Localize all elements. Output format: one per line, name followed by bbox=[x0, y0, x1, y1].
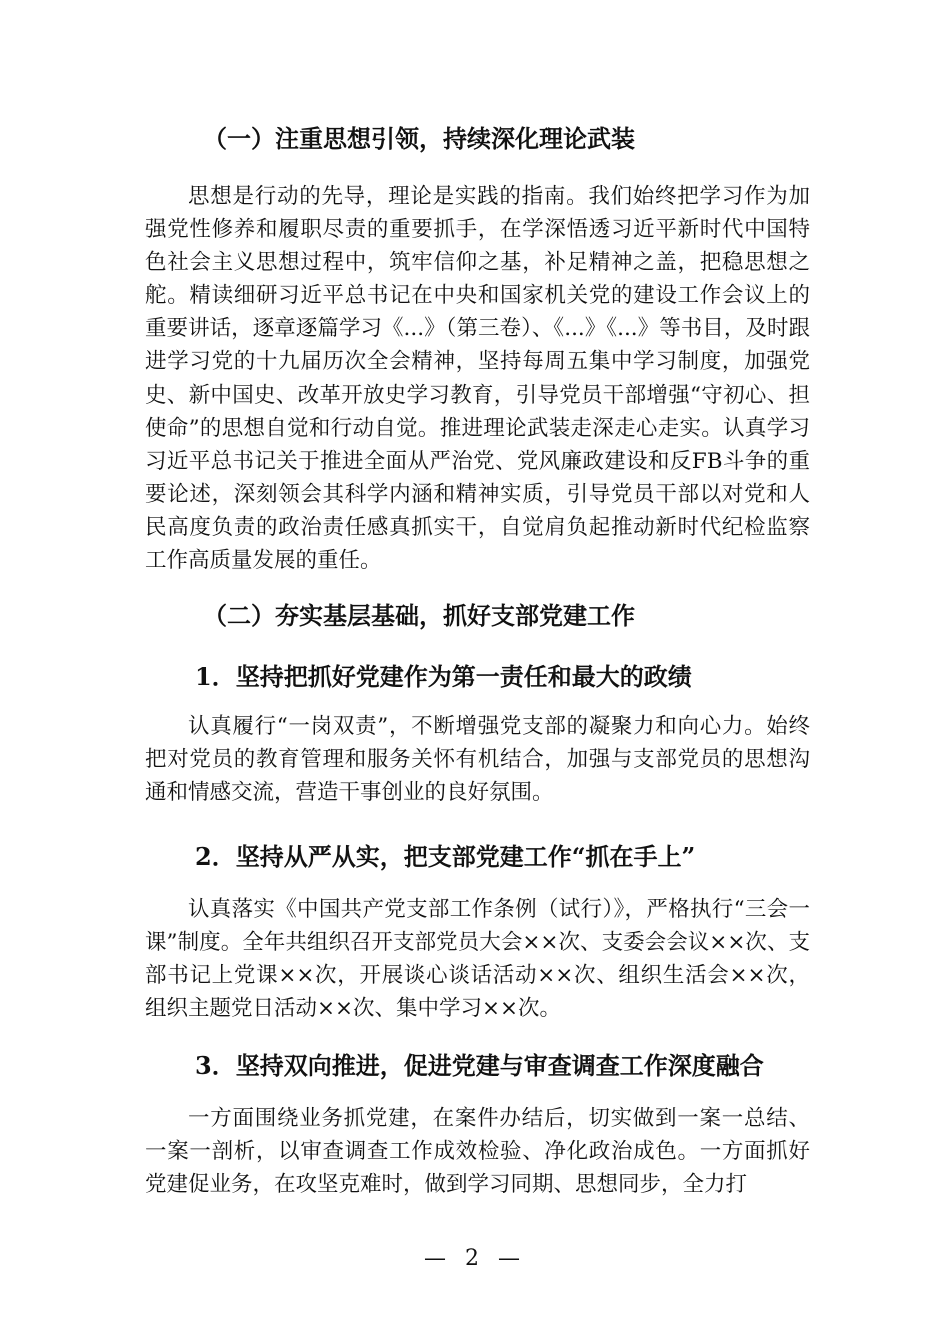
page-number: — 2 — bbox=[424, 1246, 526, 1271]
subsection-2-paragraph: 认真落实《中国共产党支部工作条例（试行）》，严格执行“三会一课”制度。全年共组织召开支部党员大会××次、支委会会议××次、支部书记上党课××次，开展谈心谈话活动××次、组织生活会××次，组织主题党日活动××次、集中学习××次。 bbox=[145, 897, 810, 1022]
subsection-heading-2: 2．坚持从严从实，把支部党建工作“抓在手上” bbox=[195, 842, 696, 871]
subsection-heading-3: 3．坚持双向推进，促进党建与审查调查工作深度融合 bbox=[195, 1051, 764, 1080]
section-1-paragraph: 思想是行动的先导，理论是实践的指南。我们始终把学习作为加强党性修养和履职尽责的重要抓手，在学深悟透习近平新时代中国特色社会主义思想过程中，筑牢信仰之基，补足精神之盖，把稳思想之舵。精读细研习近平总书记在中央和国家机关党的建设工作会议上的重要讲话，逐章逐篇学习《...》（第三卷）、《...》《...》等书目，及时跟进学习党的十九届历次全会精神，坚持每周五集中学习制度，加强党史、新中国史、改革开放史学习教育，引导党员干部增强“守初心、担使命”的思想自觉和行动自觉。推进理论武装走深走心走实。认真学习习近平总书记关于推进全面从严治党、党风廉政建设和反FB斗争的重要论述，深刻领会其科学内涵和精神实质，引导党员干部以对党和人民高度负责的政治责任感真抓实干，自觉肩负起推动新时代纪检监察工作高质量发展的重任。 bbox=[145, 184, 810, 574]
subsection-1-paragraph: 认真履行“一岗双责”，不断增强党支部的凝聚力和向心力。始终把对党员的教育管理和服务关怀有机结合，加强与支部党员的思想沟通和情感交流，营造干事创业的良好氛围。 bbox=[145, 714, 810, 806]
subsection-heading-1: 1．坚持把抓好党建作为第一责任和最大的政绩 bbox=[195, 662, 692, 691]
section-heading-2: （二）夯实基层基础，抓好支部党建工作 bbox=[203, 601, 635, 630]
subsection-3-paragraph: 一方面围绕业务抓党建，在案件办结后，切实做到一案一总结、一案一剖析，以审查调查工作成效检验、净化政治成色。一方面抓好党建促业务，在攻坚克难时，做到学习同期、思想同步，全力打 bbox=[145, 1106, 810, 1198]
section-heading-1: （一）注重思想引领，持续深化理论武装 bbox=[203, 124, 635, 153]
